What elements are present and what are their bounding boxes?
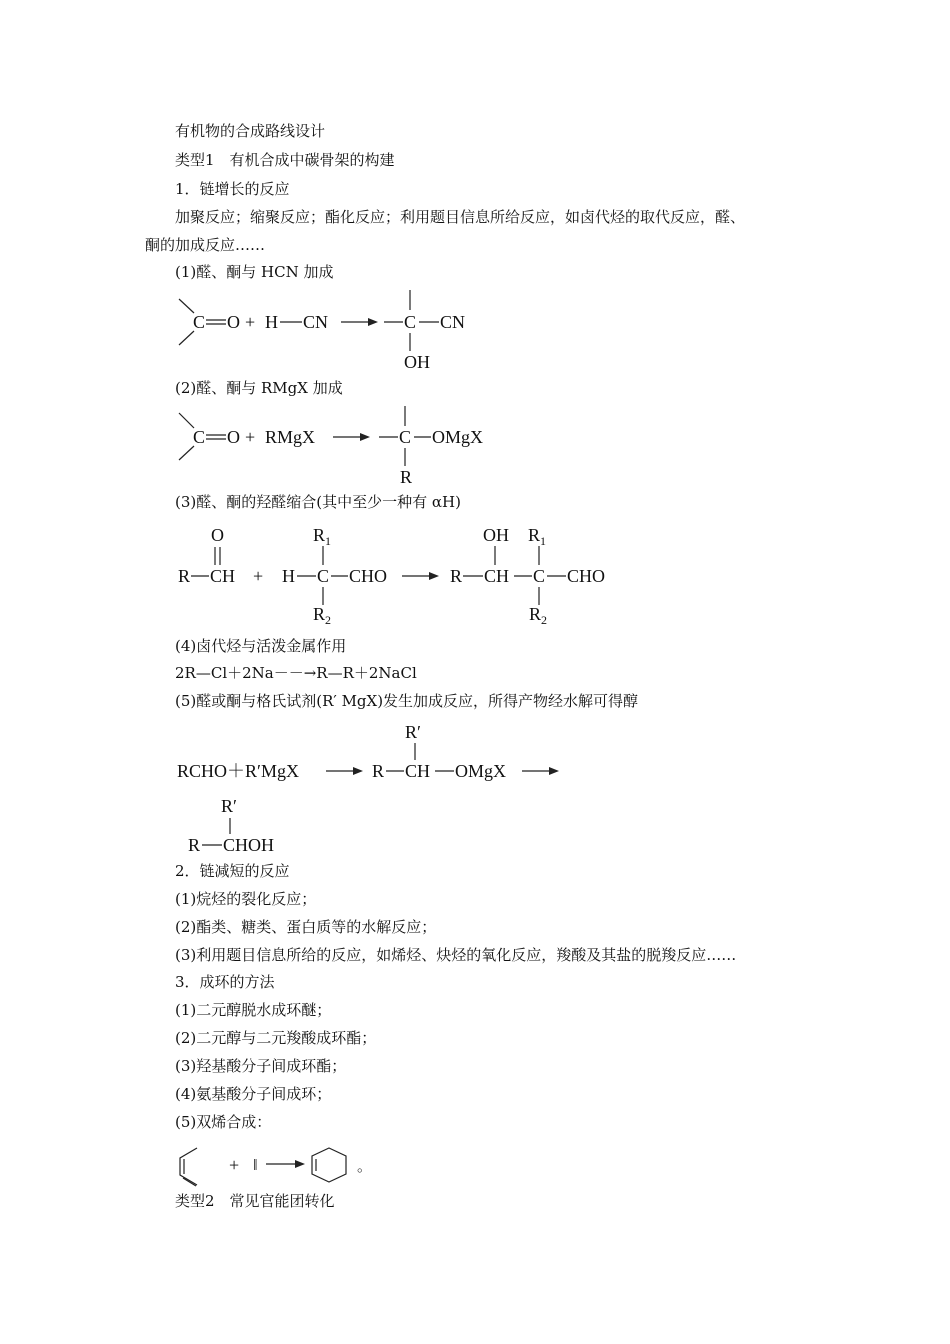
svg-text:‖: ‖ [253, 1157, 258, 1174]
section3-item: (4)氨基酸分子间成环； [175, 1085, 332, 1103]
svg-text:C: C [193, 427, 206, 447]
svg-text:C: C [399, 427, 412, 447]
section2-heading: 2．链减短的反应 [175, 862, 290, 880]
section3-heading: 3．成环的方法 [175, 973, 275, 991]
svg-text:O: O [227, 427, 240, 447]
svg-text:R: R [450, 566, 463, 586]
svg-text:R2: $R_2$ [313, 604, 332, 627]
svg-text:R2: $R_2$ [529, 604, 548, 627]
section1-heading: 1．链增长的反应 [175, 180, 290, 198]
reaction1-title: (1)醛、酮与 HCN 加成 [175, 263, 334, 281]
page-title: 有机物的合成路线设计 [175, 122, 326, 140]
reaction3-title: (3)醛、酮的羟醛缩合(其中至少一种有 αH) [175, 493, 461, 511]
svg-text:OH: OH [404, 352, 430, 372]
svg-text:+: + [229, 1155, 240, 1175]
section3-item: (5)双烯合成： [175, 1113, 272, 1131]
section3-item: (3)羟基酸分子间成环酯； [175, 1057, 347, 1075]
type1-heading: 类型1 有机合成中碳骨架的构建 [175, 151, 395, 169]
svg-text:R: R [400, 467, 413, 487]
svg-text:H: H [265, 312, 278, 332]
reaction4-equation: 2R—Cl＋2Na－－→R—R＋2NaCl [175, 664, 417, 682]
svg-text:C: C [533, 566, 546, 586]
svg-text:OH: OH [483, 525, 509, 545]
svg-text:CH: CH [484, 566, 510, 586]
svg-text:H: H [282, 566, 295, 586]
svg-text:OMgX: OMgX [455, 761, 507, 781]
svg-text:C: C [404, 312, 417, 332]
section2-item: (3)利用题目信息所给的反应，如烯烃、炔烃的氧化反应，羧酸及其盐的脱羧反应…… [175, 946, 737, 964]
svg-text:CN: CN [303, 312, 329, 332]
svg-text:CH: CH [405, 761, 431, 781]
svg-text:R′: R′ [405, 722, 421, 742]
svg-text:CH: CH [210, 566, 236, 586]
reaction4-title: (4)卤代烃与活泼金属作用 [175, 637, 347, 655]
svg-text:R′: R′ [221, 796, 237, 816]
svg-text:+: + [253, 566, 264, 586]
reaction2-title: (2)醛、酮与 RMgX 加成 [175, 379, 343, 397]
svg-text:R: R [178, 566, 191, 586]
svg-text:C: C [193, 312, 206, 332]
section1-intro-line1: 加聚反应；缩聚反应；酯化反应；利用题目信息所给反应，如卤代烃的取代反应，醛、 [175, 208, 746, 226]
section2-item: (2)酯类、糖类、蛋白质等的水解反应； [175, 918, 437, 936]
section1-intro-line2: 酮的加成反应…… [145, 236, 266, 254]
reaction5-title: (5)醛或酮与格氏试剂(R′ MgX)发生加成反应，所得产物经水解可得醇 [175, 692, 639, 710]
svg-text:CN: CN [440, 312, 466, 332]
svg-text:OMgX: OMgX [432, 427, 484, 447]
svg-text:CHO: CHO [567, 566, 606, 586]
svg-text:O: O [227, 312, 240, 332]
svg-text:CHOH: CHOH [223, 835, 275, 855]
section3-item: (2)二元醇与二元羧酸成环酯； [175, 1029, 377, 1047]
section3-item: (1)二元醇脱水成环醚； [175, 1001, 332, 1019]
section2-item: (1)烷烃的裂化反应； [175, 890, 317, 908]
svg-text:C: C [317, 566, 330, 586]
svg-text:R: R [188, 835, 201, 855]
svg-text:R: R [372, 761, 385, 781]
svg-text:RMgX: RMgX [265, 427, 316, 447]
svg-text:+: + [245, 312, 256, 332]
svg-text:。: 。 [357, 1159, 373, 1175]
svg-text:R1: $R_1$ [313, 525, 332, 548]
svg-text:CHO: CHO [349, 566, 388, 586]
svg-text:O: O [211, 525, 224, 545]
svg-text:RCHO＋R′MgX: RCHO＋R′MgX [177, 761, 299, 781]
svg-text:+: + [245, 427, 256, 447]
type2-heading: 类型2 常见官能团转化 [175, 1192, 335, 1210]
svg-text:R1: $R_1$ [528, 525, 547, 548]
